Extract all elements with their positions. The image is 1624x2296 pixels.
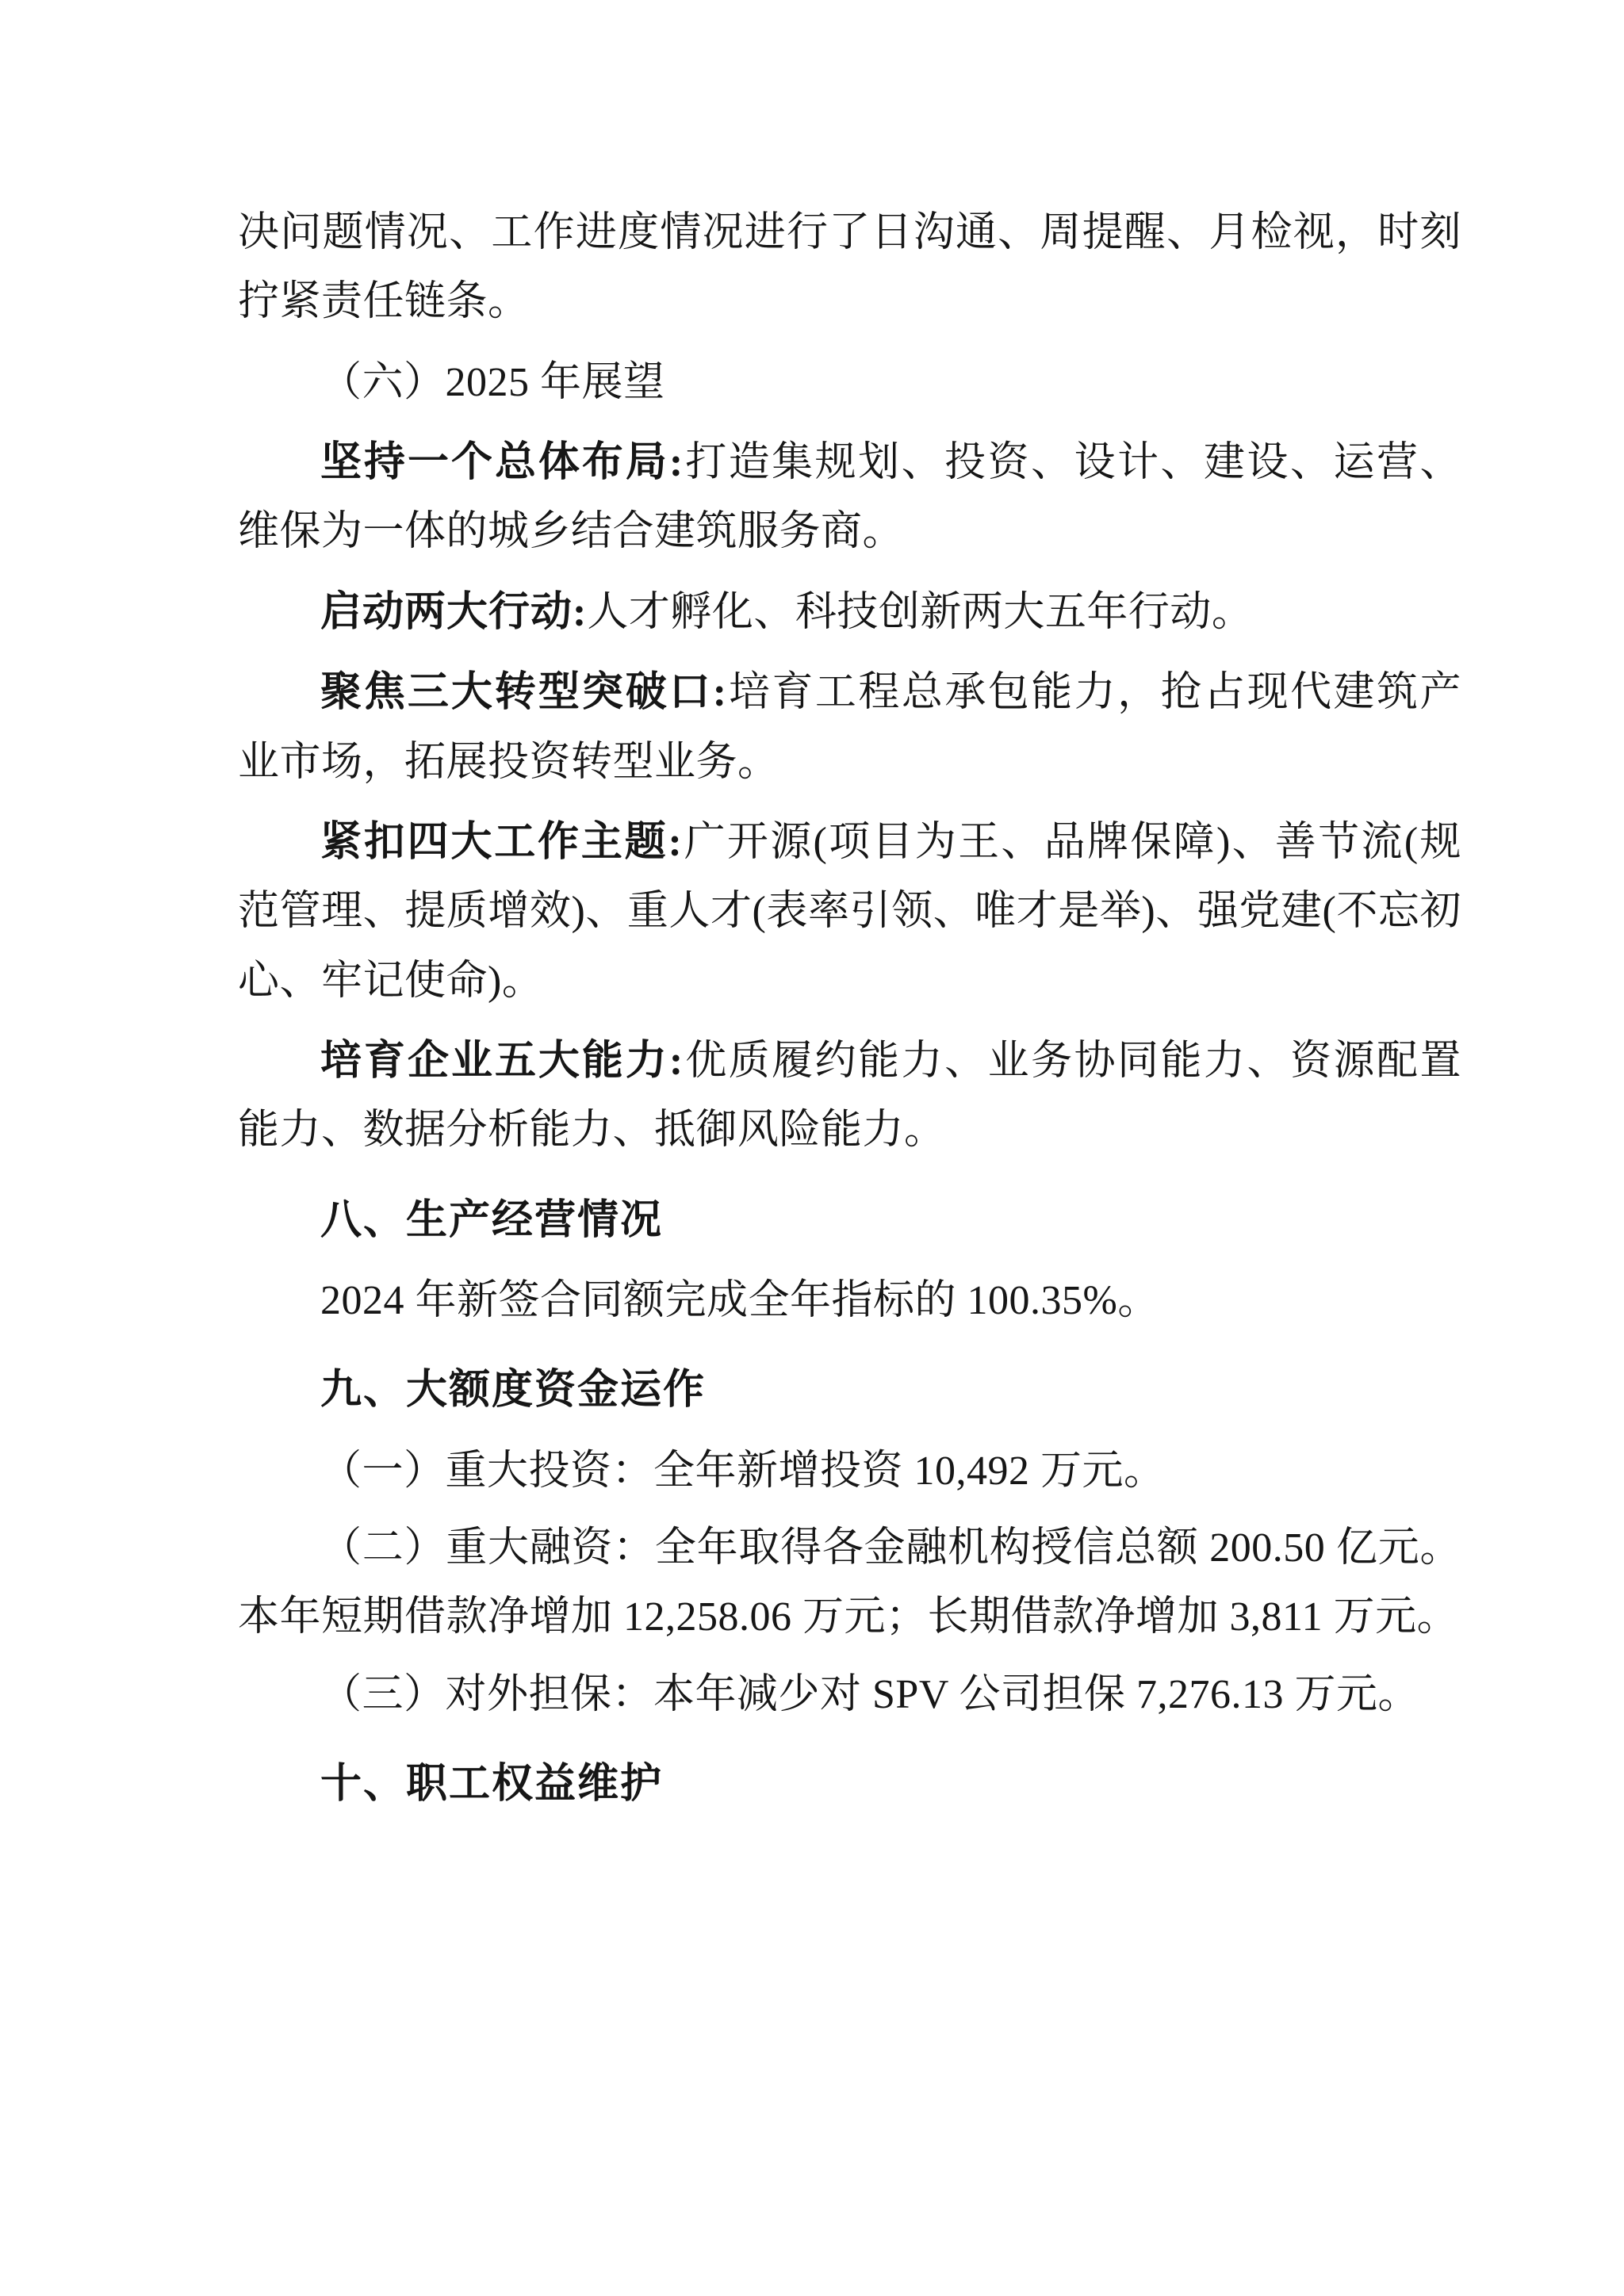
- outlook-transformation-text: 培育工程总承包能力，抢占现代建筑产业市场，拓展投资转型业务。: [238, 670, 1461, 785]
- outlook-transformation: [238, 658, 1461, 797]
- outlook-themes-text: 广开源(项目为王、品牌保障)、善节流(规范管理、提质增效)、重人才(表率引领、唯才是举)、强党建(不忘初心、牢记使命)。: [238, 819, 1461, 1004]
- section-nine-item-1: （一）重大投资：全年新增投资 10,492 万元。: [320, 1448, 1166, 1494]
- outlook-capabilities-text: 优质履约能力、业务协同能力、资源配置能力、数据分析能力、抵御风险能力。: [238, 1038, 1461, 1154]
- outlook-actions-lead: 启动两大行动:: [320, 589, 588, 635]
- outlook-themes: [238, 808, 1461, 1016]
- outlook-actions: [238, 578, 1461, 647]
- section-nine-heading: 九、大额度资金运作: [320, 1368, 707, 1414]
- section-eight-body: 2024 年新签合同额完成全年指标的 100.35%。: [320, 1278, 1159, 1324]
- outlook-actions-text: 人才孵化、科技创新两大五年行动。: [587, 589, 1254, 635]
- section-nine-item-3: （三）对外担保：本年减少对 SPV 公司担保 7,276.13 万元。: [320, 1671, 1419, 1717]
- document-body: [238, 198, 1461, 1820]
- outlook-capabilities: [238, 1027, 1461, 1165]
- outlook-layout-text: 打造集规划、投资、设计、建设、运营、维保为一体的城乡结合建筑服务商。: [238, 440, 1461, 555]
- continued-paragraph: 决问题情况、工作进度情况进行了日沟通、周提醒、月检视，时刻拧紧责任链条。: [238, 210, 1461, 325]
- outlook-themes-lead: 紧扣四大工作主题:: [320, 819, 683, 865]
- section-eight-heading: 八、生产经营情况: [320, 1197, 664, 1243]
- outlook-layout: [238, 428, 1461, 567]
- outlook-transformation-lead: 聚焦三大转型突破口:: [320, 670, 728, 716]
- section-six-title: （六）2025 年展望: [320, 359, 665, 405]
- outlook-capabilities-lead: 培育企业五大能力:: [320, 1038, 684, 1084]
- outlook-layout-lead: 坚持一个总体布局:: [320, 440, 684, 486]
- section-nine-item-2: （二）重大融资：全年取得各金融机构授信总额 200.50 亿元。本年短期借款净增加 12,258.06 万元；长期借款净增加 3,811 万元。: [238, 1525, 1461, 1640]
- section-ten-heading: 十、职工权益维护: [320, 1762, 664, 1808]
